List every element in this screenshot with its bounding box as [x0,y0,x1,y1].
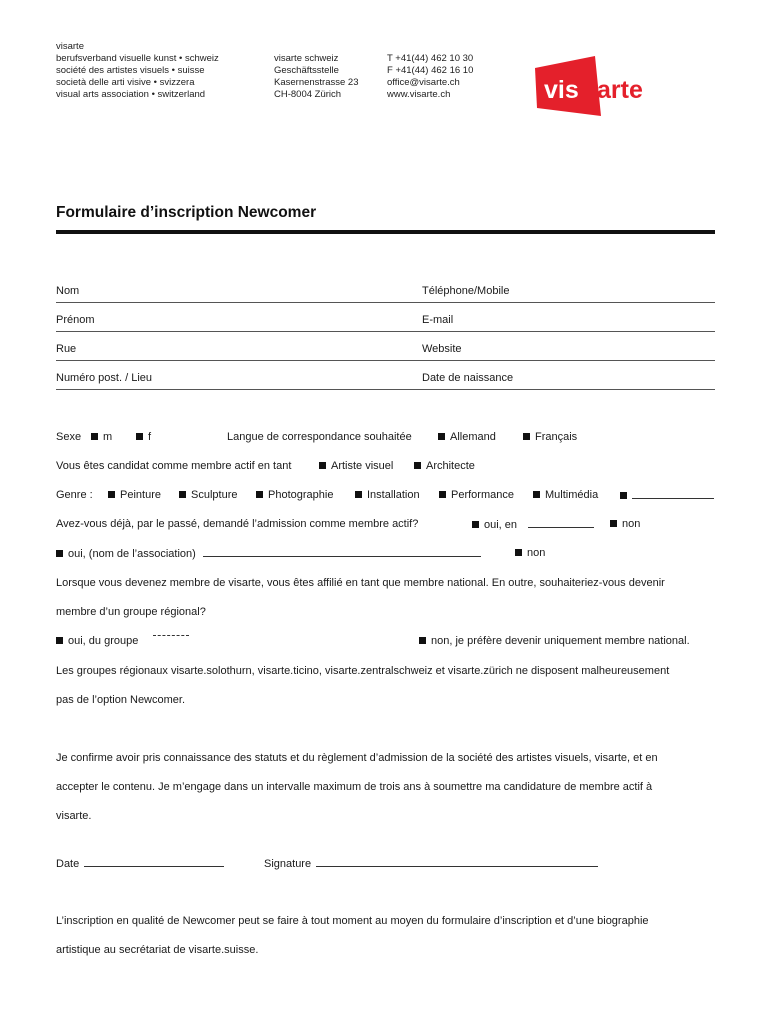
checkbox-photographie[interactable] [256,489,333,501]
regional-text-2: membre d’un groupe régional? [56,606,206,618]
association-name-blank[interactable] [203,547,481,557]
field-line-rue[interactable] [56,360,715,361]
fax-line: F +41(44) 462 16 10 [387,65,474,76]
footer-text: L’inscription en qualité de Newcomer peut se faire à tout moment au moyen du formulaire d’inscription et d’une biographie [56,915,649,927]
checkbox-admission-non[interactable] [610,518,640,530]
confirm-text-2: accepter le contenu. Je m’engage dans un intervalle maximum de trois ans à soumettre ma candidature de membre actif à [56,781,653,793]
field-label-npa: Numéro post. / Lieu [56,372,152,384]
regional-text: Lorsque vous devenez membre de visarte, vous êtes affilié en tant que membre national. En outre, souhaiteriez-vous devenir [56,577,665,589]
checkbox-icon [620,492,627,499]
org-line: società delle arti visive • svizzera [56,77,195,88]
address-line: CH-8004 Zürich [274,89,342,100]
field-label-date-naissance: Date de naissance [422,372,514,384]
email-line: office@visarte.ch [387,77,460,88]
oui-association-label: oui, (nom de l’association) [68,548,196,560]
visarte-logo [531,54,661,118]
date-field [56,857,224,870]
checkbox-sexe-m[interactable] [91,431,112,443]
contact-block [387,53,473,101]
checkbox-sexe-f[interactable] [136,431,151,443]
sexe-f-label: f [148,431,152,443]
genre-option-label: Peinture [120,489,161,501]
field-line-npa[interactable] [56,389,715,390]
address-line: Geschäftsstelle [274,65,339,76]
non2-label: non [527,547,546,559]
genre-label: Genre : [56,489,93,501]
checkbox-icon [439,491,446,498]
admission-question: Avez-vous déjà, par le passé, demandé l’admission comme membre actif? [56,518,419,530]
checkbox-icon [533,491,540,498]
non-groupe-label: non, je préfère devenir uniquement membre national. [431,635,690,647]
checkbox-icon [414,462,421,469]
oui-groupe-label: oui, du groupe [68,635,139,647]
genre-option-label: Installation [367,489,420,501]
genre-option-label: Multimédia [545,489,599,501]
field-label-prenom: Prénom [56,314,95,326]
groupe-dropdown[interactable] [153,635,189,636]
checkbox-icon [179,491,186,498]
checkbox-admission-oui[interactable] [472,518,594,531]
date-label: Date [56,858,80,870]
org-line: visarte [56,41,84,52]
address-line: visarte schweiz [274,53,339,64]
genre-other-blank[interactable] [632,489,714,499]
checkbox-multimedia[interactable] [533,489,598,501]
checkbox-sculpture[interactable] [179,489,237,501]
checkbox-performance[interactable] [439,489,514,501]
logo-text-vis: vis [544,76,579,104]
signature-label: Signature [264,858,312,870]
checkbox-installation[interactable] [355,489,420,501]
regional-note: Les groupes régionaux visarte.solothurn, visarte.ticino, visarte.zentralschweiz et visarte.zürich ne disposent malheureusement [56,665,670,677]
checkbox-association-oui[interactable] [56,547,481,560]
org-line: berufsverband visuelle kunst • schweiz [56,53,219,64]
checkbox-architecte[interactable] [414,460,475,472]
genre-option-label: Performance [451,489,514,501]
field-label-rue: Rue [56,343,77,355]
admission-year-blank[interactable] [528,518,594,528]
checkbox-icon [523,433,530,440]
field-line-nom[interactable] [56,302,715,303]
genre-option-label: Sculpture [191,489,238,501]
org-address-block [56,41,219,101]
checkbox-icon [419,637,426,644]
logo-text-arte: arte [597,76,643,104]
checkbox-peinture[interactable] [108,489,161,501]
candidat-label: Vous êtes candidat comme membre actif en tant [56,460,292,472]
phone-line: T +41(44) 462 10 30 [387,53,474,64]
page-title: Formulaire d’inscription Newcomer [56,204,317,221]
checkbox-association-non[interactable] [515,547,545,559]
checkbox-allemand[interactable] [438,431,496,443]
architecte-label: Architecte [426,460,475,472]
checkbox-icon [355,491,362,498]
title-divider [56,230,715,234]
checkbox-icon [136,433,143,440]
checkbox-groupe-oui[interactable] [56,635,138,647]
confirm-text: Je confirme avoir pris connaissance des statuts et du règlement d’admission de la société des artistes visuels, visarte, et en [56,752,658,764]
checkbox-icon [56,550,63,557]
field-label-nom: Nom [56,285,80,297]
org-line: visual arts association • switzerland [56,89,206,100]
checkbox-francais[interactable] [523,431,577,443]
allemand-label: Allemand [450,431,496,443]
regional-note-2: pas de l’option Newcomer. [56,694,186,706]
francais-label: Français [535,431,578,443]
office-address-block [274,53,359,101]
checkbox-icon [56,637,63,644]
checkbox-icon [610,520,617,527]
website-line: www.visarte.ch [387,89,451,100]
checkbox-genre-other[interactable] [620,489,714,502]
langue-label: Langue de correspondance souhaitée [227,431,412,443]
genre-option-label: Photographie [268,489,334,501]
checkbox-artiste[interactable] [319,460,393,472]
address-line: Kasernenstrasse 23 [274,77,359,88]
field-label-email: E-mail [422,314,454,326]
checkbox-icon [515,549,522,556]
artiste-label: Artiste visuel [331,460,394,472]
signature-field [264,857,598,870]
checkbox-groupe-non[interactable] [419,635,690,647]
checkbox-icon [91,433,98,440]
field-line-prenom[interactable] [56,331,715,332]
checkbox-icon [472,521,479,528]
signature-blank[interactable] [316,857,598,867]
footer-text-2: artistique au secrétariat de visarte.suisse. [56,944,259,956]
field-label-telephone: Téléphone/Mobile [422,285,510,297]
non-label: non [622,518,641,530]
checkbox-icon [319,462,326,469]
field-label-website: Website [422,343,462,355]
org-line: société des artistes visuels • suisse [56,65,205,76]
checkbox-icon [438,433,445,440]
checkbox-icon [108,491,115,498]
confirm-text-3: visarte. [56,810,92,822]
sexe-m-label: m [103,431,113,443]
sexe-label: Sexe [56,431,82,443]
checkbox-icon [256,491,263,498]
oui-en-label: oui, en [484,519,518,531]
date-blank[interactable] [84,857,224,867]
